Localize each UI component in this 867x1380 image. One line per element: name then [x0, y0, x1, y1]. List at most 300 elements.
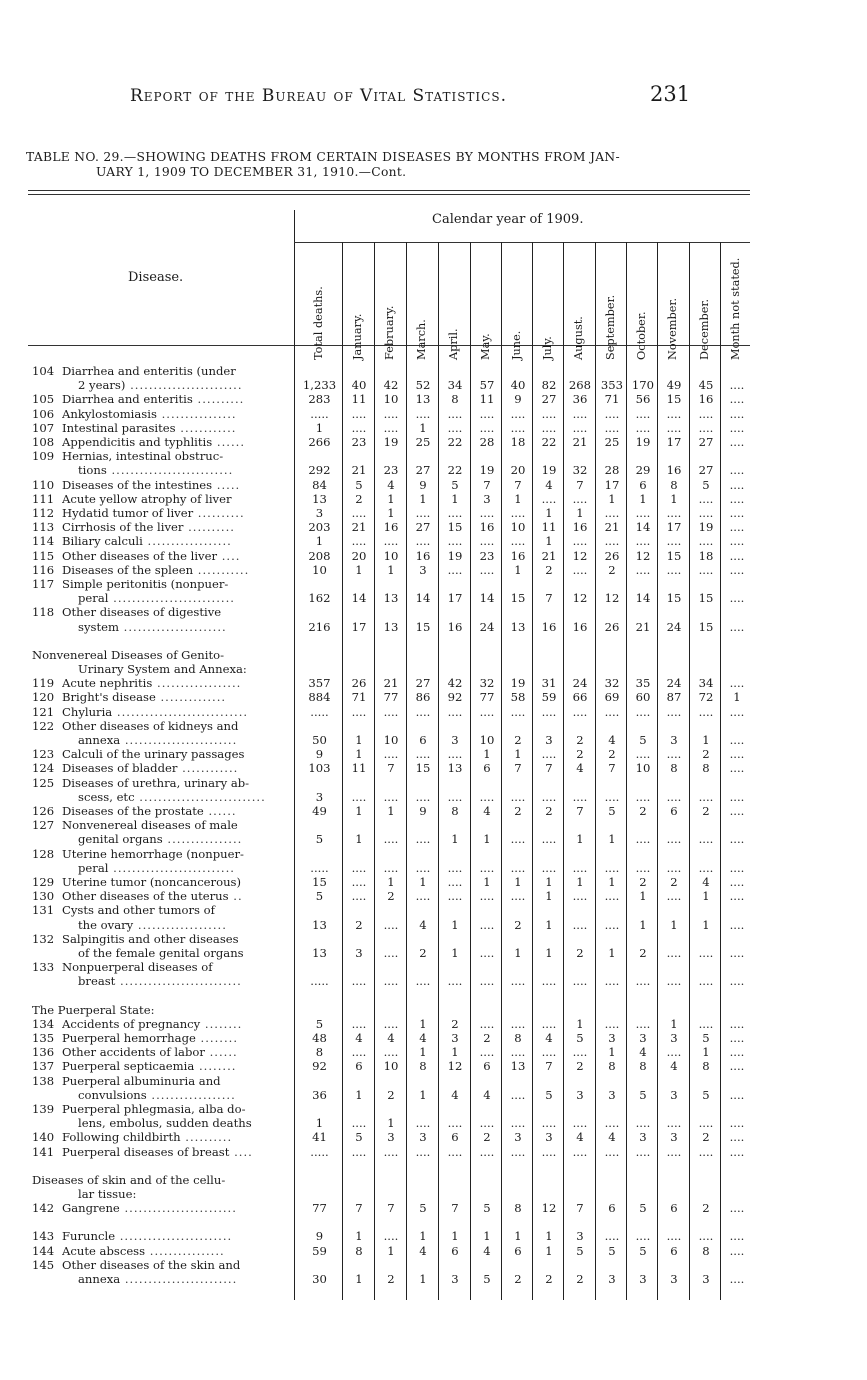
- disease-name: [62, 776, 300, 790]
- month-cell: 5: [702, 1087, 710, 1102]
- month-cell: 32: [604, 676, 620, 691]
- month-cell: ....: [604, 406, 620, 421]
- month-cell: 10: [635, 761, 651, 776]
- month-cell: 1: [419, 1087, 427, 1102]
- month-cell: ....: [572, 1116, 588, 1131]
- total-deaths-cell: 41: [312, 1130, 327, 1145]
- month-cell: ....: [351, 506, 367, 520]
- total-deaths-cell: 162: [308, 591, 331, 606]
- month-cell: 32: [572, 463, 588, 478]
- month-cell: 29: [635, 463, 651, 478]
- month-cell: 5: [639, 733, 647, 747]
- month-cell: 4: [483, 804, 491, 818]
- month-cell: ....: [666, 974, 682, 989]
- disease-label: Salpingitis and other diseases: [62, 931, 239, 946]
- month-cell: 16: [415, 548, 431, 563]
- total-deaths-cell: .....: [310, 860, 329, 875]
- month-cell: ....: [635, 534, 651, 549]
- month-cell: ....: [479, 889, 495, 904]
- month-cell: 16: [572, 520, 588, 535]
- total-deaths-cell: .....: [310, 1144, 329, 1159]
- column-header-label: October.: [635, 311, 648, 360]
- month-cell: 6: [514, 1243, 522, 1258]
- disease-label: 2 years): [78, 378, 126, 393]
- month-cell: 3: [451, 733, 459, 747]
- month-cell: 10: [510, 520, 526, 535]
- table-row: [0, 620, 867, 636]
- month-cell: ....: [541, 1045, 557, 1060]
- month-cell: 87: [666, 690, 682, 705]
- month-cell: 2: [514, 804, 522, 818]
- month-cell: 3: [608, 1087, 616, 1102]
- month-cell: 6: [451, 1130, 459, 1145]
- month-cell: ....: [351, 1116, 367, 1131]
- month-cell: ....: [479, 946, 495, 960]
- month-cell: ....: [510, 1116, 526, 1131]
- disease-name: [62, 889, 300, 903]
- month-cell: 1: [514, 747, 522, 762]
- month-cell: 7: [545, 1059, 553, 1074]
- month-cell: 1: [355, 832, 363, 847]
- total-deaths-cell: .....: [310, 406, 329, 421]
- month-cell: 1: [483, 1229, 491, 1244]
- total-deaths-cell: 77: [312, 1201, 327, 1216]
- month-cell: 5: [639, 1087, 647, 1102]
- month-cell: 23: [383, 463, 399, 478]
- month-cell: ....: [729, 761, 745, 776]
- row-number: 139: [32, 1102, 55, 1116]
- month-cell: ....: [351, 534, 367, 549]
- month-cell: 8: [702, 1243, 710, 1258]
- month-cell: ....: [383, 1016, 399, 1031]
- row-number: 105: [32, 392, 55, 407]
- month-cell: 1: [545, 1243, 553, 1258]
- row-number: 141: [32, 1144, 55, 1159]
- disease-name: [62, 605, 300, 619]
- month-cell: 2: [355, 917, 363, 932]
- dot-leader: ............: [175, 420, 237, 435]
- month-cell: ....: [447, 562, 463, 577]
- disease-label: Bright's disease: [62, 690, 156, 705]
- month-cell: 9: [419, 477, 427, 492]
- month-cell: ....: [729, 591, 745, 606]
- month-cell: ....: [729, 1016, 745, 1031]
- dot-leader: ..........: [192, 392, 245, 407]
- month-cell: ....: [729, 747, 745, 762]
- disease-name: [62, 960, 300, 974]
- disease-label: lens, embolus, sudden deaths: [78, 1116, 252, 1131]
- month-cell: ....: [541, 1016, 557, 1031]
- month-cell: 5: [451, 477, 459, 492]
- month-cell: 1: [608, 832, 616, 847]
- month-cell: ....: [415, 889, 431, 904]
- disease-label: Nonvenereal Diseases of Genito-: [32, 647, 225, 662]
- month-cell: 3: [702, 1272, 710, 1286]
- month-cell: 2: [702, 1130, 710, 1145]
- disease-name: [62, 690, 300, 704]
- month-cell: 24: [479, 619, 495, 634]
- month-cell: 2: [702, 1201, 710, 1216]
- month-cell: ....: [635, 704, 651, 719]
- column-header-label: Month not stated.: [729, 257, 742, 360]
- month-cell: 10: [479, 733, 495, 747]
- month-cell: ....: [698, 420, 714, 435]
- month-cell: 14: [635, 520, 651, 535]
- month-cell: ....: [510, 1045, 526, 1060]
- row-number: 109: [32, 449, 55, 464]
- month-cell: 1: [355, 1087, 363, 1102]
- month-cell: 42: [447, 676, 463, 691]
- month-cell: ....: [383, 1144, 399, 1159]
- month-cell: 4: [419, 1031, 427, 1045]
- month-cell: 1: [639, 917, 647, 932]
- month-cell: ....: [572, 704, 588, 719]
- disease-name: [62, 1074, 300, 1088]
- month-cell: ....: [729, 875, 745, 889]
- disease-name: [62, 506, 300, 520]
- month-cell: 2: [702, 804, 710, 818]
- row-number: 121: [32, 704, 55, 719]
- month-cell: 268: [568, 378, 592, 393]
- month-cell: 4: [387, 1031, 395, 1045]
- column-header-label: July.: [541, 336, 554, 360]
- month-cell: ....: [510, 789, 526, 804]
- disease-label: Diseases of skin and of the cellu-: [32, 1172, 226, 1187]
- month-cell: 3: [576, 1229, 584, 1244]
- month-cell: 12: [604, 591, 620, 606]
- month-cell: ....: [479, 917, 495, 932]
- month-cell: 2: [576, 747, 584, 762]
- month-cell: 1: [451, 946, 459, 960]
- disease-name: [62, 847, 300, 861]
- month-cell: ....: [383, 974, 399, 989]
- row-number: 125: [32, 775, 55, 790]
- month-cell: 1: [483, 832, 491, 847]
- month-cell: ....: [510, 506, 526, 520]
- month-cell: 28: [479, 435, 495, 449]
- month-cell: ....: [541, 832, 557, 847]
- month-cell: 2: [483, 1031, 491, 1045]
- month-cell: ....: [479, 1144, 495, 1159]
- month-cell: 5: [608, 804, 616, 818]
- month-cell: 1: [387, 875, 395, 889]
- month-cell: ....: [729, 974, 745, 989]
- total-deaths-cell: 3: [315, 506, 324, 520]
- table-row: [0, 1201, 867, 1217]
- month-cell: 5: [355, 1130, 363, 1145]
- row-number: 108: [32, 435, 55, 449]
- disease-name: [62, 421, 300, 435]
- disease-name: [62, 761, 300, 775]
- column-header-label: December.: [698, 298, 711, 360]
- disease-name: [78, 733, 300, 747]
- disease-name: [62, 1017, 300, 1031]
- month-cell: 10: [383, 1059, 399, 1074]
- month-cell: 3: [576, 1087, 584, 1102]
- total-deaths-cell: .....: [310, 974, 329, 989]
- disease-name: [62, 449, 300, 463]
- disease-label: Gangrene: [62, 1201, 120, 1216]
- month-cell: 1: [514, 491, 522, 506]
- month-cell: 21: [541, 548, 557, 563]
- month-cell: 27: [415, 676, 431, 691]
- disease-name: [62, 534, 300, 548]
- month-cell: 1: [451, 1229, 459, 1244]
- month-cell: 2: [608, 747, 616, 762]
- month-cell: ....: [383, 406, 399, 421]
- month-cell: ....: [351, 1045, 367, 1060]
- month-cell: 4: [545, 1031, 553, 1045]
- month-cell: 4: [608, 733, 616, 747]
- month-cell: 7: [576, 804, 584, 818]
- month-cell: 14: [479, 591, 495, 606]
- row-number: 104: [32, 364, 55, 378]
- month-cell: 16: [572, 619, 588, 634]
- month-cell: ....: [510, 832, 526, 847]
- month-cell: ....: [351, 420, 367, 435]
- month-cell: 6: [670, 1201, 678, 1216]
- month-cell: 60: [635, 690, 651, 705]
- month-cell: 3: [670, 1272, 678, 1286]
- month-cell: 2: [514, 917, 522, 932]
- month-cell: ....: [666, 946, 682, 960]
- month-cell: 3: [451, 1031, 459, 1045]
- month-cell: ....: [447, 506, 463, 520]
- month-cell: 5: [419, 1201, 427, 1216]
- month-cell: ....: [510, 1016, 526, 1031]
- month-cell: 22: [447, 435, 463, 449]
- month-cell: 12: [447, 1059, 463, 1074]
- row-number: 117: [32, 577, 55, 591]
- month-cell: 12: [635, 548, 651, 563]
- month-cell: 40: [351, 378, 367, 393]
- disease-name: [62, 1045, 300, 1059]
- disease-label: Puerperal hemorrhage: [62, 1031, 196, 1045]
- month-cell: ....: [510, 1144, 526, 1159]
- column-header-label: September.: [604, 294, 617, 360]
- month-cell: 2: [545, 1272, 553, 1286]
- month-cell: 69: [604, 690, 620, 705]
- column-header-label: Total deaths.: [311, 286, 325, 360]
- disease-name: [62, 478, 300, 492]
- month-cell: 1: [608, 1045, 616, 1060]
- disease-label: Hernias, intestinal obstruc-: [62, 449, 224, 464]
- column-header: [383, 305, 415, 360]
- month-cell: ....: [415, 789, 431, 804]
- month-cell: ....: [698, 946, 714, 960]
- month-cell: 4: [483, 1087, 491, 1102]
- disease-name: [62, 364, 300, 378]
- disease-label: Uterine hemorrhage (nonpuer-: [62, 846, 244, 861]
- month-cell: 12: [572, 548, 588, 563]
- month-cell: ....: [572, 917, 588, 932]
- month-cell: 8: [670, 477, 678, 492]
- month-cell: ....: [729, 804, 745, 818]
- row-number: 140: [32, 1130, 55, 1145]
- month-cell: ....: [666, 506, 682, 520]
- month-cell: 15: [415, 761, 431, 776]
- month-cell: ....: [351, 704, 367, 719]
- disease-name: [78, 662, 300, 676]
- dot-leader: ........: [194, 1059, 237, 1074]
- dot-leader: ....: [229, 1144, 253, 1159]
- total-deaths-cell: 50: [312, 733, 327, 747]
- row-number: 116: [32, 562, 55, 577]
- month-cell: 52: [415, 378, 431, 393]
- month-cell: 1: [355, 562, 363, 577]
- total-deaths-cell: 103: [308, 761, 331, 776]
- month-cell: 4: [576, 1130, 584, 1145]
- total-deaths-cell: .....: [310, 704, 329, 719]
- month-cell: ....: [447, 889, 463, 904]
- month-cell: 3: [545, 1130, 553, 1145]
- month-cell: ....: [572, 889, 588, 904]
- total-deaths-cell: 884: [308, 690, 331, 705]
- month-cell: 19: [383, 435, 399, 449]
- month-cell: ....: [729, 534, 745, 549]
- month-cell: 12: [541, 1201, 557, 1216]
- month-cell: 21: [604, 520, 620, 535]
- dot-leader: .....: [212, 477, 241, 492]
- month-cell: ....: [479, 1016, 495, 1031]
- total-deaths-cell: 1: [315, 420, 324, 435]
- disease-name: [78, 918, 300, 932]
- month-cell: 8: [419, 1059, 427, 1074]
- month-cell: 7: [545, 591, 553, 606]
- disease-name: [62, 435, 300, 449]
- month-cell: 14: [351, 591, 367, 606]
- month-cell: 1: [545, 946, 553, 960]
- dot-leader: ..................: [142, 534, 232, 549]
- disease-label: The Puerperal State:: [32, 1002, 155, 1017]
- column-header-label: November.: [666, 297, 679, 360]
- row-number: 128: [32, 846, 55, 861]
- disease-label: Other diseases of the skin and: [62, 1257, 241, 1272]
- month-cell: ....: [729, 619, 745, 634]
- month-cell: 16: [541, 619, 557, 634]
- month-cell: 16: [447, 619, 463, 634]
- month-cell: 6: [608, 1201, 616, 1216]
- month-cell: 4: [670, 1059, 678, 1074]
- disease-label: Diseases of the prostate: [62, 804, 204, 818]
- month-cell: 3: [670, 1130, 678, 1145]
- month-cell: 2: [355, 491, 363, 506]
- month-cell: ....: [729, 1229, 745, 1244]
- disease-label: Hydatid tumor of liver: [62, 506, 194, 520]
- month-cell: 353: [600, 378, 624, 393]
- dot-leader: ....: [217, 548, 241, 563]
- month-cell: ....: [698, 1229, 714, 1244]
- month-cell: 23: [479, 548, 495, 563]
- month-cell: 2: [576, 1059, 584, 1074]
- month-cell: ....: [572, 1045, 588, 1060]
- month-cell: ....: [698, 704, 714, 719]
- dot-leader: ......: [203, 804, 237, 818]
- month-cell: ....: [541, 420, 557, 435]
- month-cell: ....: [729, 860, 745, 875]
- month-cell: 1: [387, 1116, 395, 1131]
- disease-label: tions: [78, 463, 107, 478]
- month-cell: 21: [383, 676, 399, 691]
- month-cell: ....: [666, 747, 682, 762]
- disease-label: Puerperal albuminuria and: [62, 1073, 221, 1088]
- column-header: [311, 286, 344, 360]
- month-cell: 16: [510, 548, 526, 563]
- disease-name: [62, 549, 300, 563]
- row-number: 119: [32, 676, 55, 691]
- month-cell: 5: [608, 1243, 616, 1258]
- month-cell: 3: [639, 1031, 647, 1045]
- month-cell: 15: [415, 619, 431, 634]
- month-cell: ....: [604, 704, 620, 719]
- dot-leader: ............: [177, 761, 239, 776]
- month-cell: ....: [447, 860, 463, 875]
- month-cell: 7: [387, 1201, 395, 1216]
- disease-name: [78, 1272, 300, 1286]
- disease-name: [62, 520, 300, 534]
- group-rule: [294, 242, 750, 243]
- disease-name: [32, 1003, 300, 1017]
- disease-label: convulsions: [78, 1087, 147, 1102]
- total-deaths-cell: 9: [315, 1229, 324, 1244]
- row-number: 114: [32, 534, 55, 549]
- month-cell: ....: [541, 704, 557, 719]
- month-cell: ....: [383, 704, 399, 719]
- month-cell: ....: [635, 1229, 651, 1244]
- month-cell: ....: [666, 562, 682, 577]
- month-cell: ....: [729, 832, 745, 847]
- month-cell: 1: [387, 562, 395, 577]
- dot-leader: ......: [212, 435, 246, 449]
- disease-label: of the female genital organs: [78, 946, 244, 960]
- month-cell: 10: [383, 733, 399, 747]
- month-cell: 4: [419, 917, 427, 932]
- month-cell: 16: [383, 520, 399, 535]
- month-cell: 1: [670, 917, 678, 932]
- month-cell: 56: [635, 392, 651, 407]
- month-cell: 1: [545, 1229, 553, 1244]
- month-cell: ....: [698, 1016, 714, 1031]
- month-cell: ....: [351, 789, 367, 804]
- month-cell: ....: [510, 704, 526, 719]
- month-cell: ....: [572, 534, 588, 549]
- month-cell: 2: [483, 1130, 491, 1145]
- disease-name: [62, 875, 300, 889]
- month-cell: ....: [666, 406, 682, 421]
- month-cell: ....: [729, 1272, 745, 1286]
- month-cell: ....: [604, 1016, 620, 1031]
- month-cell: 27: [698, 463, 714, 478]
- month-cell: 15: [447, 520, 463, 535]
- running-head: [0, 82, 867, 116]
- row-number: 129: [32, 875, 55, 889]
- disease-label: annexa: [78, 733, 121, 747]
- month-cell: ....: [604, 1229, 620, 1244]
- disease-label: system: [78, 619, 119, 634]
- month-cell: ....: [635, 562, 651, 577]
- month-cell: ....: [666, 860, 682, 875]
- disease-label: Furuncle: [62, 1229, 116, 1244]
- disease-label: Other diseases of the liver: [62, 548, 218, 563]
- total-deaths-cell: 13: [312, 491, 327, 506]
- disease-name: [78, 463, 300, 477]
- month-cell: 8: [702, 761, 710, 776]
- month-cell: ....: [351, 406, 367, 421]
- row-number: 132: [32, 931, 55, 946]
- month-cell: ....: [635, 860, 651, 875]
- dot-leader: ..: [228, 889, 243, 904]
- disease-name: [32, 1173, 300, 1187]
